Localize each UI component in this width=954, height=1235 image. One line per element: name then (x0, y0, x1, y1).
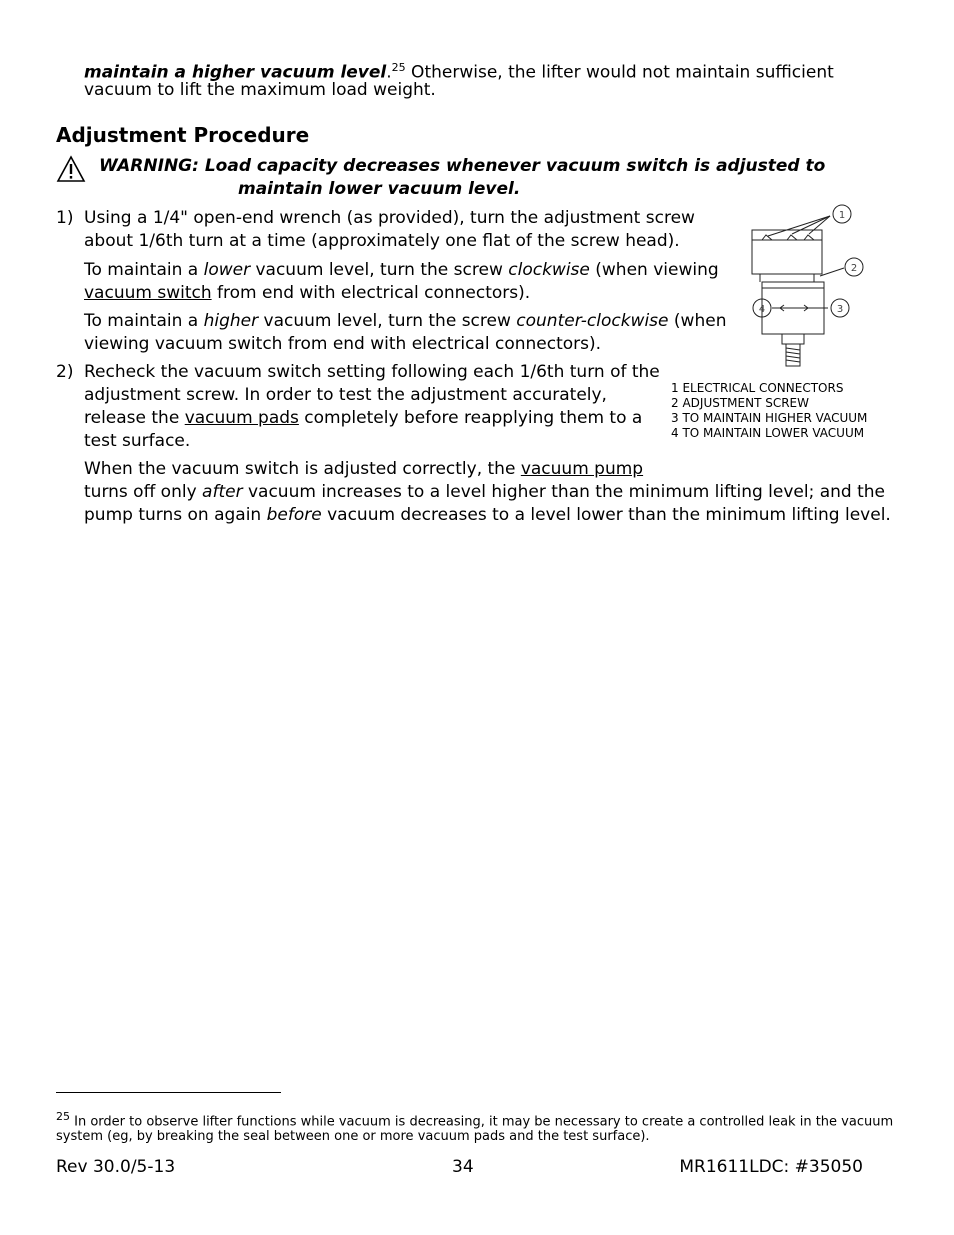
vacuum-switch-link[interactable]: vacuum switch (84, 283, 212, 303)
step-2-result-line-3: pump turns on again before vacuum decreases to a level lower than the minimum lifting level. (84, 505, 891, 525)
footnote-line-1: $^{25}$ In order to observe lifter functions while vacuum is decreasing, it may be necessary to create a controlled leak in the vacuum (56, 1110, 894, 1130)
step-1-line-1: Using a 1/4" open-end wrench (as provided), turn the adjustment screw (84, 208, 695, 228)
footnote-line-2: system (eg, by breaking the seal between one or more vacuum pads and the test surface). (56, 1129, 650, 1144)
vacuum-switch-diagram (742, 200, 872, 368)
vacuum-pump-link[interactable]: vacuum pump (520, 459, 644, 479)
legend-item: 3 TO MAINTAIN HIGHER VACUUM (671, 411, 868, 425)
warning-line-2: maintain lower vacuum level. (238, 179, 521, 199)
footer-doc-id: MR1611LDC: #35050 (679, 1157, 863, 1177)
warning-icon (56, 155, 86, 183)
callout-3: 3 (836, 304, 844, 315)
callout-4: 4 (758, 304, 766, 315)
step-1-higher-line-1: To maintain a higher vacuum level, turn the screw counter-clockwise (when (84, 311, 727, 331)
step-2-line-1: Recheck the vacuum switch setting following each 1/6th turn of the (84, 362, 660, 382)
step-2-line-2: adjustment screw. In order to test the adjustment accurately, (84, 385, 607, 405)
step-1-line-2: about 1/6th turn at a time (approximately one flat of the screw head). (84, 231, 680, 251)
vacuum-pads-link[interactable]: vacuum pads (184, 408, 299, 428)
footnote-number: 25 (56, 1110, 70, 1123)
step-1-number: 1) (56, 208, 74, 228)
warning-line-1: WARNING: Load capacity decreases whenever vacuum switch is adjusted to (99, 156, 826, 176)
step-1-lower-line-2: vacuum switch from end with electrical connectors). (84, 283, 531, 303)
section-heading: Adjustment Procedure (56, 123, 310, 147)
intro-line-2: vacuum to lift the maximum load weight. (84, 80, 436, 100)
callout-2: 2 (850, 263, 858, 274)
legend-item: 4 TO MAINTAIN LOWER VACUUM (671, 426, 865, 440)
step-2-result-line-1: When the vacuum switch is adjusted correctly, the vacuum pump (84, 459, 644, 479)
intro-line-1: maintain a higher vacuum level.$^{25}$ Otherwise, the lifter would not maintain sufficient (84, 61, 834, 83)
step-2-line-4: test surface. (84, 431, 191, 451)
legend-item: 1 ELECTRICAL CONNECTORS (671, 381, 844, 395)
intro-emphasis: maintain a higher vacuum level (84, 62, 387, 83)
footnote-separator (56, 1092, 281, 1093)
step-2-result-line-2: turns off only after vacuum increases to a level higher than the minimum lifting level; and the (84, 482, 886, 502)
page-number: 34 (452, 1157, 474, 1177)
legend-item: 2 ADJUSTMENT SCREW (671, 396, 810, 410)
footnote-ref[interactable]: 25 (391, 61, 406, 74)
step-2-line-3: release the vacuum pads completely before reapplying them to a (84, 408, 643, 428)
step-1-higher-line-2: viewing vacuum switch from end with electrical connectors). (84, 334, 602, 354)
step-1-lower-line-1: To maintain a lower vacuum level, turn the screw clockwise (when viewing (84, 260, 719, 280)
step-2-number: 2) (56, 362, 74, 382)
footer-revision: Rev 30.0/5-13 (56, 1157, 176, 1177)
callout-1: 1 (838, 210, 846, 221)
